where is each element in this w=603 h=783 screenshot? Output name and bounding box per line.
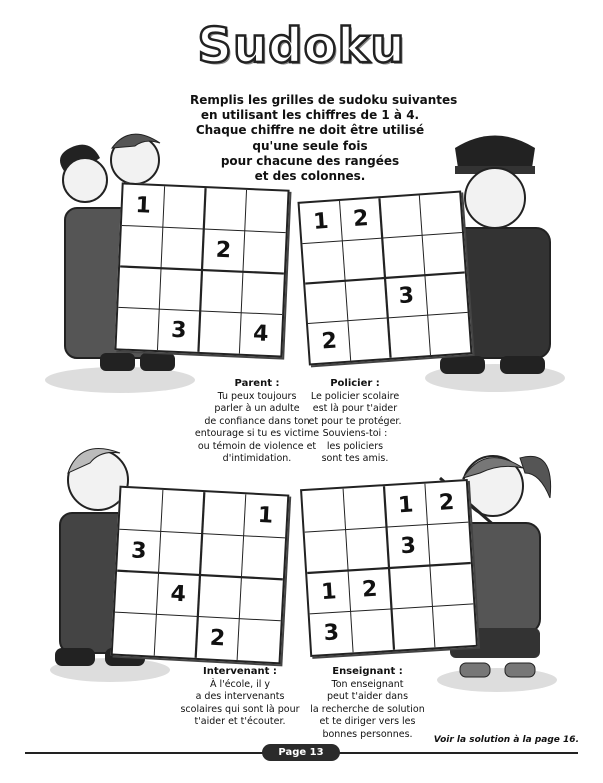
caption-line: Ton enseignant: [331, 678, 404, 690]
page-title: Sudoku: [197, 18, 406, 74]
sudoku-cell: 4: [169, 581, 187, 608]
sudoku-cell: 2: [438, 489, 456, 516]
sudoku-cell: 1: [312, 208, 330, 235]
caption-line: a des intervenants: [195, 691, 285, 702]
caption-line: et te diriger vers les: [319, 716, 416, 727]
caption-line: Souviens-toi :: [322, 428, 388, 439]
caption-line: ou témoin de violence et: [197, 440, 317, 452]
caption-title: Intervenant :: [203, 666, 277, 677]
caption-title: Parent :: [234, 378, 280, 389]
sudoku-cell: 2: [215, 237, 232, 264]
sudoku-cell: 3: [322, 620, 340, 647]
solution-note: Voir la solution à la page 16.: [433, 735, 579, 745]
instruction-line: en utilisant les chiffres de 1 à 4.: [200, 108, 420, 123]
sudoku-grid-policier: [297, 190, 472, 365]
caption-line: scolaires qui sont là pour: [180, 703, 300, 715]
sudoku-cell: 3: [399, 533, 417, 560]
instructions: [190, 93, 458, 184]
sudoku-cell: 1: [397, 492, 415, 519]
caption-line: la recherche de solution: [310, 703, 425, 715]
page-number-badge: Page 13: [262, 744, 340, 761]
caption-intervenant: [165, 666, 315, 729]
caption-line: d'intimidation.: [222, 453, 292, 464]
caption-title: Enseignant :: [332, 666, 403, 677]
sudoku-cell: 4: [252, 321, 269, 347]
instruction-line: pour chacune des rangées: [220, 153, 400, 168]
sudoku-cell: 3: [130, 537, 148, 564]
sudoku-grid-parent: [114, 182, 289, 357]
caption-line: Tu peux toujours: [217, 390, 297, 402]
caption-enseignant: [300, 666, 435, 741]
sudoku-cell: 2: [361, 576, 379, 603]
caption-line: entourage si tu es victime: [194, 428, 320, 439]
caption-line: peut t'aider dans: [326, 691, 409, 702]
caption-line: t'aider et t'écouter.: [194, 716, 286, 727]
caption-line: À l'école, il y: [209, 678, 271, 690]
instruction-line: Remplis les grilles de sudoku suivantes: [190, 93, 458, 107]
sudoku-cell: 2: [209, 625, 226, 651]
sudoku-cell: 1: [135, 193, 152, 219]
caption-line: est là pour t'aider: [312, 403, 398, 414]
sudoku-grid-enseignant: [300, 479, 478, 657]
sudoku-cell: 2: [320, 328, 338, 355]
caption-policier: [300, 378, 410, 466]
sudoku-grid-intervenant: [111, 486, 290, 665]
caption-title: Policier :: [330, 378, 380, 389]
caption-line: de confiance dans ton: [204, 415, 310, 427]
sudoku-cell: 3: [170, 317, 188, 344]
caption-line: et pour te protéger.: [308, 415, 402, 427]
sudoku-cell: 3: [397, 283, 415, 310]
caption-line: parler à un adulte: [214, 403, 300, 414]
caption-line: les policiers: [326, 440, 384, 452]
sudoku-cell: 1: [320, 579, 338, 606]
sudoku-cell: 1: [257, 502, 274, 529]
instruction-line: et des colonnes.: [254, 169, 366, 184]
caption-line: Le policier scolaire: [310, 390, 400, 402]
caption-line: sont tes amis.: [321, 453, 389, 464]
instruction-line: Chaque chiffre ne doit être utilisé: [195, 123, 425, 138]
sudoku-cell: 2: [352, 206, 370, 233]
instruction-line: qu'une seule fois: [252, 138, 368, 153]
caption-line: bonnes personnes.: [322, 728, 413, 740]
